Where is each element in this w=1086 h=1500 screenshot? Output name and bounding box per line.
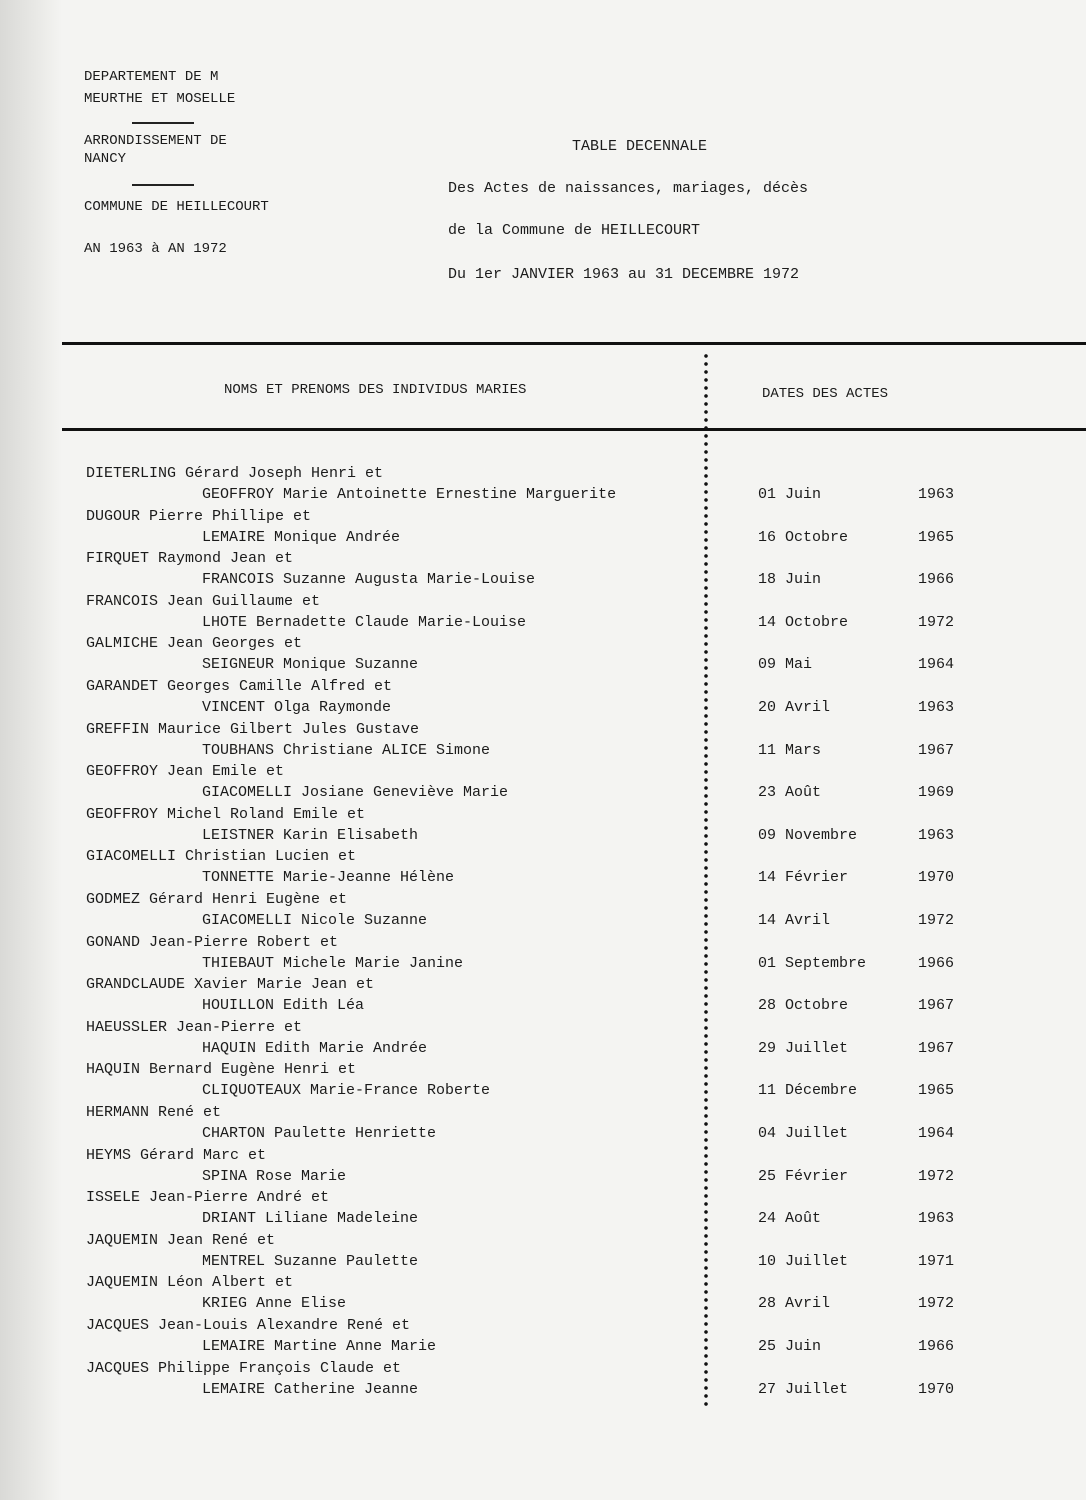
spouse-2-name: CHARTON Paulette Henriette <box>202 1125 437 1142</box>
spouse-2-name: LEMAIRE Martine Anne Marie <box>202 1338 437 1355</box>
act-year: 1963 <box>918 699 955 716</box>
act-date: 01 Juin <box>758 486 822 503</box>
spouse-2-name: MENTREL Suzanne Paulette <box>202 1252 419 1270</box>
spouse-2-name: KRIEG Anne Elise <box>202 1295 347 1313</box>
act-year: 1965 <box>918 528 955 546</box>
act-date: 23 Août <box>758 784 822 802</box>
act-year: 1966 <box>918 954 955 972</box>
table-row <box>0 1274 1086 1316</box>
table-header-rule <box>62 428 1086 431</box>
spouse-1-name: FIRQUET Raymond Jean et <box>86 550 294 568</box>
act-date: 24 Août <box>758 1210 822 1228</box>
act-year: 1967 <box>918 997 955 1015</box>
commune-line: COMMUNE DE HEILLECOURT <box>84 199 269 215</box>
department-line-1: DEPARTEMENT DE M <box>84 69 219 85</box>
dates-column-header: DATES DES ACTES <box>762 386 889 402</box>
spouse-1-name: HAQUIN Bernard Eugène Henri et <box>86 1061 357 1079</box>
spouse-1-name: JACQUES Jean-Louis Alexandre René et <box>86 1317 411 1334</box>
act-year: 1963 <box>918 1210 955 1228</box>
spouse-2-name: SPINA Rose Marie <box>202 1167 347 1185</box>
act-year: 1966 <box>918 571 955 589</box>
act-date: 25 Juin <box>758 1338 822 1355</box>
table-row <box>0 1061 1086 1103</box>
department-line-2: MEURTHE ET MOSELLE <box>84 91 236 107</box>
act-date: 04 Juillet <box>758 1125 849 1142</box>
act-year: 1972 <box>918 912 955 929</box>
spouse-1-name: GRANDCLAUDE Xavier Marie Jean et <box>86 976 375 994</box>
spouse-2-name: HAQUIN Edith Marie Andrée <box>202 1039 428 1057</box>
act-date: 11 Mars <box>758 741 822 759</box>
act-year: 1963 <box>918 826 955 844</box>
spouse-1-name: JACQUES Philippe François Claude et <box>86 1359 402 1377</box>
act-date: 28 Avril <box>758 1295 831 1313</box>
act-date: 01 Septembre <box>758 954 867 972</box>
table-row <box>0 721 1086 763</box>
spouse-1-name: HEYMS Gérard Marc et <box>86 1146 267 1164</box>
act-year: 1971 <box>918 1252 955 1270</box>
spouse-2-name: FRANCOIS Suzanne Augusta Marie-Louise <box>202 571 536 589</box>
act-date: 16 Octobre <box>758 528 849 546</box>
divider-2 <box>132 184 194 186</box>
act-date: 29 Juillet <box>758 1039 849 1057</box>
act-date: 28 Octobre <box>758 997 849 1015</box>
table-row <box>0 1360 1086 1402</box>
table-row <box>0 763 1086 805</box>
table-row <box>0 934 1086 976</box>
title-subline-3: Du 1er JANVIER 1963 au 31 DECEMBRE 1972 <box>448 266 800 283</box>
act-year: 1969 <box>918 784 955 802</box>
act-year: 1967 <box>918 1039 955 1057</box>
arrondissement-line-2: NANCY <box>84 151 127 167</box>
table-title: TABLE DECENNALE <box>572 138 708 155</box>
spouse-2-name: TOUBHANS Christiane ALICE Simone <box>202 741 491 759</box>
spouse-1-name: DIETERLING Gérard Joseph Henri et <box>86 465 384 482</box>
table-row <box>0 635 1086 677</box>
spouse-1-name: HERMANN René et <box>86 1104 222 1121</box>
act-year: 1972 <box>918 1295 955 1313</box>
table-row <box>0 678 1086 720</box>
spouse-1-name: DUGOUR Pierre Phillipe et <box>86 507 312 525</box>
spouse-2-name: LEISTNER Karin Elisabeth <box>202 826 419 844</box>
act-date: 25 Février <box>758 1167 849 1185</box>
act-year: 1964 <box>918 1125 955 1142</box>
act-year: 1970 <box>918 1380 955 1398</box>
spouse-1-name: GEOFFROY Jean Emile et <box>86 763 285 781</box>
arrondissement-line-1: ARRONDISSEMENT DE <box>84 133 227 149</box>
spouse-2-name: GEOFFROY Marie Antoinette Ernestine Marguerite <box>202 486 617 503</box>
spouse-2-name: CLIQUOTEAUX Marie-France Roberte <box>202 1082 491 1100</box>
act-date: 10 Juillet <box>758 1252 849 1270</box>
table-row <box>0 848 1086 890</box>
act-date: 20 Avril <box>758 699 831 716</box>
spouse-2-name: LEMAIRE Monique Andrée <box>202 528 401 546</box>
act-date: 09 Novembre <box>758 826 858 844</box>
spouse-1-name: GODMEZ Gérard Henri Eugène et <box>86 891 348 908</box>
act-date: 11 Décembre <box>758 1082 858 1100</box>
spouse-1-name: GONAND Jean-Pierre Robert et <box>86 933 339 951</box>
table-row <box>0 1317 1086 1359</box>
spouse-1-name: FRANCOIS Jean Guillaume et <box>86 592 321 610</box>
act-year: 1965 <box>918 1082 955 1100</box>
spouse-2-name: GIACOMELLI Josiane Geneviève Marie <box>202 784 509 802</box>
title-subline-2: de la Commune de HEILLECOURT <box>448 222 701 239</box>
act-year: 1963 <box>918 486 955 503</box>
act-year: 1972 <box>918 613 955 631</box>
spouse-2-name: LEMAIRE Catherine Jeanne <box>202 1380 419 1398</box>
table-top-rule <box>62 342 1086 345</box>
spouse-2-name: HOUILLON Edith Léa <box>202 997 365 1015</box>
table-row <box>0 1189 1086 1231</box>
act-date: 18 Juin <box>758 571 822 589</box>
act-year: 1970 <box>918 869 955 887</box>
table-row <box>0 1232 1086 1274</box>
table-row <box>0 508 1086 550</box>
names-column-header: NOMS ET PRENOMS DES INDIVIDUS MARIES <box>224 382 527 398</box>
spouse-1-name: JAQUEMIN Jean René et <box>86 1231 276 1249</box>
act-date: 09 Mai <box>758 656 813 674</box>
period-line: AN 1963 à AN 1972 <box>84 241 227 257</box>
table-row <box>0 1019 1086 1061</box>
divider-1 <box>132 122 194 124</box>
spouse-1-name: GARANDET Georges Camille Alfred et <box>86 678 393 695</box>
title-subline-1: Des Actes de naissances, mariages, décès <box>448 180 809 197</box>
spouse-2-name: DRIANT Liliane Madeleine <box>202 1210 419 1228</box>
table-row <box>0 593 1086 635</box>
spouse-1-name: HAEUSSLER Jean-Pierre et <box>86 1018 303 1036</box>
spouse-2-name: LHOTE Bernadette Claude Marie-Louise <box>202 613 527 631</box>
act-year: 1966 <box>918 1338 955 1355</box>
spouse-2-name: TONNETTE Marie-Jeanne Hélène <box>202 869 455 887</box>
act-date: 14 Octobre <box>758 613 849 631</box>
spouse-2-name: VINCENT Olga Raymonde <box>202 699 392 716</box>
act-year: 1964 <box>918 656 955 674</box>
act-year: 1967 <box>918 741 955 759</box>
spouse-1-name: GREFFIN Maurice Gilbert Jules Gustave <box>86 720 420 738</box>
act-date: 27 Juillet <box>758 1380 849 1398</box>
table-row <box>0 1104 1086 1146</box>
table-row <box>0 806 1086 848</box>
spouse-2-name: GIACOMELLI Nicole Suzanne <box>202 912 428 929</box>
act-date: 14 Février <box>758 869 849 887</box>
spouse-1-name: JAQUEMIN Léon Albert et <box>86 1274 294 1292</box>
table-row <box>0 465 1086 507</box>
spouse-2-name: SEIGNEUR Monique Suzanne <box>202 656 419 674</box>
act-year: 1972 <box>918 1167 955 1185</box>
spouse-1-name: GIACOMELLI Christian Lucien et <box>86 848 357 866</box>
table-row <box>0 976 1086 1018</box>
spouse-1-name: GALMICHE Jean Georges et <box>86 635 303 653</box>
table-row <box>0 891 1086 933</box>
spouse-1-name: ISSELE Jean-Pierre André et <box>86 1189 330 1207</box>
spouse-2-name: THIEBAUT Michele Marie Janine <box>202 954 464 972</box>
spouse-1-name: GEOFFROY Michel Roland Emile et <box>86 805 366 823</box>
table-row <box>0 550 1086 592</box>
act-date: 14 Avril <box>758 912 831 929</box>
table-row <box>0 1147 1086 1189</box>
